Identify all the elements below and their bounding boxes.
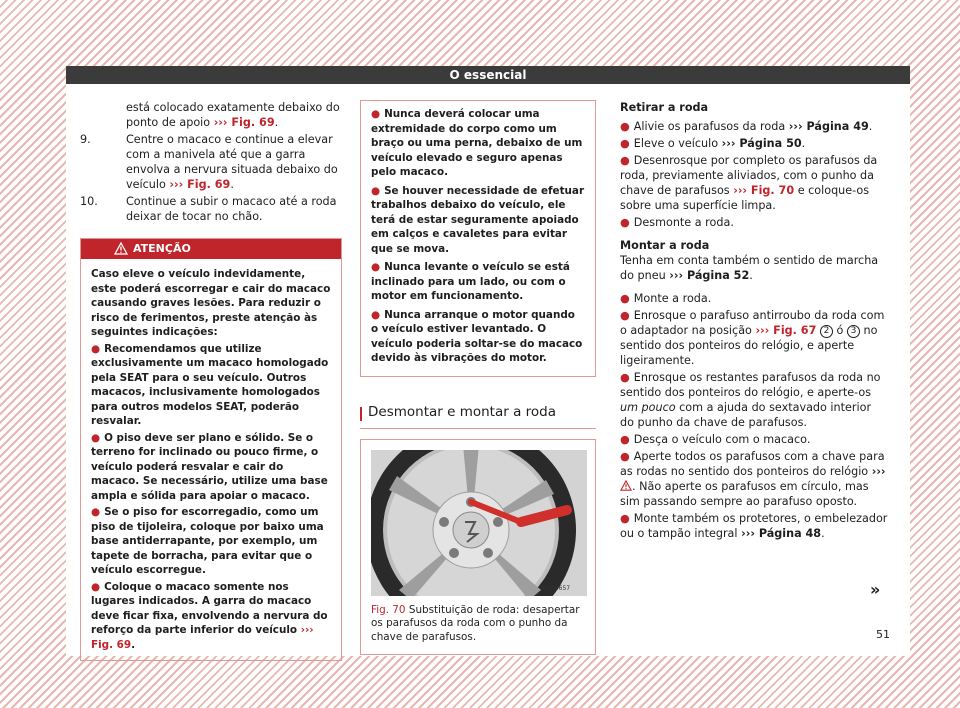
figure-caption: Fig. 70 Substituição de roda: desapertar os parafusos da roda com o punho da chave de parafusos. — [371, 603, 580, 643]
figure-link[interactable]: ››› Fig. 70 — [733, 184, 795, 197]
list-item: ● Enrosque o parafuso antirroubo da roda com o adaptador na posição ››› Fig. 67 2 ó 3 no sentido dos ponteiros do relógio, e aperte ligeiramente. — [620, 309, 885, 367]
position-marker: 2 — [820, 325, 833, 338]
warning-item: ● Se o piso for escorregadio, como um piso de tijoleira, coloque por baixo uma base antiderrapante, por exemplo, um tapete de borracha, para evitar que o veículo escorregue. — [91, 506, 324, 576]
figure-link[interactable]: ››› Fig. 69 — [169, 178, 231, 191]
figure-label: Fig. 70 — [371, 603, 406, 616]
warning-triangle-icon — [620, 480, 632, 491]
page-link[interactable]: ››› Página 48 — [741, 527, 822, 540]
warning-header — [81, 239, 341, 259]
warning-item: ● Nunca levante o veículo se está inclinado para um lado, ou com o motor em funcionamento. — [371, 261, 570, 302]
wheel-illustration — [371, 450, 587, 596]
warning-item: ● Se houver necessidade de efetuar trabalhos debaixo do veículo, ele terá de estar seguramente apoiado em calços e cavaletes para evitar que se mova. — [371, 184, 585, 255]
warning-box — [80, 238, 342, 661]
continue-marker: » — [870, 580, 881, 599]
list-item: ● Enrosque os restantes parafusos da roda no sentido dos ponteiros do relógio, e aperte-os um pouco com a ajuda do sextavado interior do punho da chave de parafusos. — [620, 371, 881, 429]
warning-item: ● Coloque o macaco somente nos lugares indicados. A garra do macaco deve ficar fixa, envolvendo a nervura do reforço da parte inferior do veículo ››› Fig. 69. — [91, 580, 328, 651]
page-link[interactable]: ››› Página 50 — [721, 137, 802, 150]
figure-link[interactable]: ››› Fig. 69 — [91, 624, 314, 651]
subheading-mount: Montar a roda — [620, 239, 710, 252]
warning-triangle-icon — [114, 242, 128, 255]
paragraph: Tenha em conta também o sentido de marcha do pneu ››› Página 52. — [620, 254, 879, 282]
page-link[interactable]: ››› Página 49 — [788, 120, 869, 133]
list-item: ● Alivie os parafusos da roda ››› Página 49. — [620, 120, 873, 133]
column-right — [620, 100, 888, 543]
warning-item: ● Nunca arranque o motor quando o veículo estiver levantado. O veículo poderia soltar-se do macaco devido às vibrações do motor. — [371, 308, 583, 364]
step-continuation: está colocado exatamente debaixo do ponto de apoio ››› Fig. 69. — [126, 101, 340, 129]
list-item: ● Desmonte a roda. — [620, 216, 734, 229]
list-item: ● Desenrosque por completo os parafusos da roda, previamente aliviados, com o punho da chave de parafusos ››› Fig. 70 e coloque-os sobre uma superfície limpa. — [620, 154, 878, 212]
page-link[interactable]: ››› Página 52 — [669, 269, 750, 282]
page-number: 51 — [876, 628, 890, 641]
page-header: O essencial — [66, 66, 910, 84]
subheading-remove: Retirar a roda — [620, 101, 709, 114]
figure-code: B7V-0657 — [541, 584, 571, 592]
step-item: 9. Centre o macaco e continue a elevar com a manivela até que a garra envolva a nervura situada debaixo do veículo ››› Fig. 69. — [80, 133, 338, 191]
warning-link[interactable]: ››› — [871, 465, 886, 478]
warning-item: ● Recomendamos que utilize exclusivamente um macaco homologado pela SEAT para o seu veículo. Outros macacos, inclusivamente homologados para outros modelos SEAT, poderão resvalar. — [91, 342, 329, 427]
warning-intro: Caso eleve o veículo indevidamente, este poderá escorregar e cair do macaco causando graves lesões. Para reduzir o risco de ferimentos, preste atenção às seguintes indicações: — [91, 268, 331, 338]
column-left — [80, 100, 342, 661]
figure-link[interactable]: ››› Fig. 67 — [755, 324, 817, 337]
section-title: Desmontar e montar a roda — [360, 405, 596, 429]
list-item: ● Desça o veículo com o macaco. — [620, 433, 811, 446]
step-item: 10. Continue a subir o macaco até a roda deixar de tocar no chão. — [80, 195, 337, 223]
list-item: ● Monte a roda. — [620, 292, 712, 305]
list-item: ● Eleve o veículo ››› Página 50. — [620, 137, 806, 150]
warning-body — [81, 259, 341, 660]
column-middle — [360, 100, 596, 655]
figure-box — [360, 439, 596, 656]
warning-item: ● O piso deve ser plano e sólido. Se o terreno for inclinado ou pouco firme, o veículo poderá resvalar e cair do macaco. Se necessário, utilize uma base ampla e sólida para apoiar o macaco. — [91, 431, 328, 502]
figure-link[interactable]: ››› Fig. 69 — [213, 116, 275, 129]
warning-continuation-box — [360, 100, 596, 377]
position-marker: 3 — [847, 325, 860, 338]
list-item: ● Monte também os protetores, o embelezador ou o tampão integral ››› Página 48. — [620, 512, 888, 540]
list-item: ● Aperte todos os parafusos com a chave para as rodas no sentido dos ponteiros do relógio ››› . Não aperte os parafusos em círculo, mas sim passando sempre ao parafuso oposto. — [620, 450, 886, 508]
warning-item: ● Nunca deverá colocar uma extremidade do corpo como um braço ou uma perna, debaixo de um veículo elevado e seguro apenas pelo macaco. — [371, 108, 583, 178]
warning-title: ATENÇÃO — [133, 242, 191, 255]
